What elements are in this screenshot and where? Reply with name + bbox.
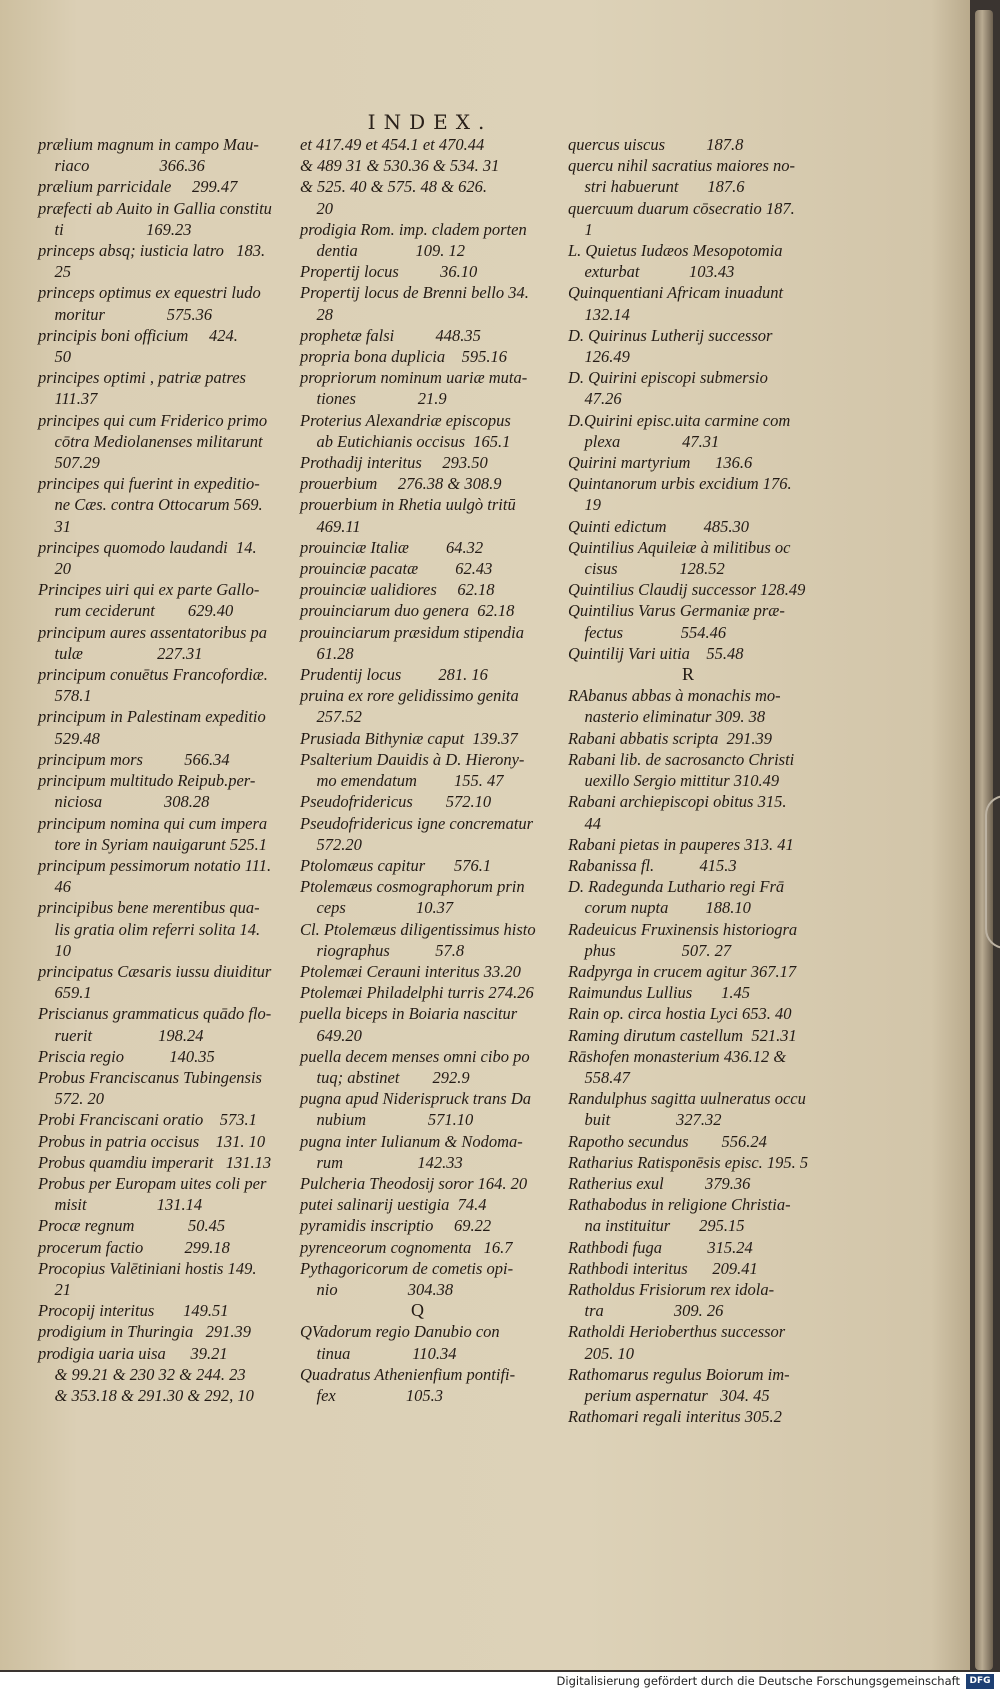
section-letter: Q <box>411 1300 424 1321</box>
index-entry: perium aspernatur 304. 45 <box>568 1385 770 1405</box>
index-entry: RAbanus abbas à monachis mo- <box>568 686 781 706</box>
index-entry: 20 <box>38 559 71 579</box>
index-entry: principum multitudo Reipub.per- <box>38 771 256 791</box>
index-entry: Ptolemæi Cerauni interitus 33.20 <box>300 961 521 981</box>
index-entry: 578.1 <box>38 686 92 706</box>
index-entry: 21 <box>38 1279 71 1299</box>
index-entry: Ratharius Ratisponēsis episc. 195. 5 <box>568 1152 809 1172</box>
index-entry: Probus in patria occisus 131. 10 <box>38 1131 266 1151</box>
index-entry: Cl. Ptolemæus diligentissimus histo <box>300 919 536 939</box>
index-entry: prælium parricidale 299.47 <box>38 177 238 197</box>
index-entry: procerum factio 299.18 <box>38 1237 230 1257</box>
index-entry: pugna inter Iulianum & Nodoma- <box>300 1131 523 1151</box>
index-entry: pyrenceorum cognomenta 16.7 <box>300 1237 513 1257</box>
index-entry: præfecti ab Auito in Gallia constitu <box>38 198 272 218</box>
index-entry: Quintilij Vari uitia 55.48 <box>568 643 744 663</box>
index-entry: 126.49 <box>568 347 630 367</box>
section-letter: R <box>681 664 694 685</box>
index-entry: Quintilius Claudij successor 128.49 <box>568 580 806 600</box>
index-entry: Procopius Valētiniani hostis 149. <box>38 1258 257 1278</box>
index-entry: ruerit 198.24 <box>38 1025 204 1045</box>
index-entry: Propertij locus 36.10 <box>300 262 478 282</box>
index-entry: exturbat 103.43 <box>568 262 735 282</box>
index-entry: 19 <box>568 495 601 515</box>
index-entry: tra 309. 26 <box>568 1301 724 1321</box>
index-entry: principum pessimorum notatio 111. <box>38 855 272 875</box>
index-entry: Probi Franciscani oratio 573.1 <box>38 1110 257 1130</box>
index-entry: Rathbodi fuga 315.24 <box>568 1237 753 1257</box>
index-entry: Priscia regio 140.35 <box>38 1046 215 1066</box>
index-entry: 649.20 <box>300 1025 362 1045</box>
index-entry: Quirini martyrium 136.6 <box>568 453 753 473</box>
index-entry: Ratherius exul 379.36 <box>568 1173 751 1193</box>
index-entry: propriorum nominum uariæ muta- <box>300 368 528 388</box>
index-entry: tinua 110.34 <box>300 1343 457 1363</box>
index-entry: principum in Palestinam expeditio <box>38 707 266 727</box>
index-entry: 558.47 <box>568 1067 630 1087</box>
index-column-3 <box>568 134 808 1427</box>
index-entry: 31 <box>38 516 71 536</box>
index-entry: Pythagoricorum de cometis opi- <box>300 1258 514 1278</box>
index-column-2 <box>300 134 535 1406</box>
index-entry: Quinquentiani Africam inuadunt <box>568 283 784 303</box>
page-clip <box>985 795 1000 949</box>
index-entry: tiones 21.9 <box>300 389 447 409</box>
index-entry: 28 <box>300 304 333 324</box>
index-entry: Procæ regnum 50.45 <box>38 1216 226 1236</box>
running-title: INDEX. <box>367 110 493 134</box>
index-entry: 659.1 <box>38 983 92 1003</box>
index-entry: princeps absq; iusticia latro 183. <box>38 241 266 261</box>
index-entry: stri habuerunt 187.6 <box>568 177 745 197</box>
index-entry: Quadratus Athenienfium pontifi- <box>300 1364 516 1384</box>
index-entry: putei salinarij uestigia 74.4 <box>300 1195 487 1215</box>
index-entry: fex 105.3 <box>300 1385 443 1405</box>
index-entry: Quinti edictum 485.30 <box>568 516 750 536</box>
index-entry: Rabani pietas in pauperes 313. 41 <box>568 834 794 854</box>
index-entry: D. Quirini episcopi submersio <box>568 368 768 388</box>
index-entry: Prothadij interitus 293.50 <box>300 453 488 473</box>
index-entry: Psalterium Dauidis à D. Hierony- <box>300 749 525 769</box>
index-entry: et 417.49 et 454.1 et 470.44 <box>300 135 485 154</box>
index-entry: prouinciarum duo genera 62.18 <box>300 601 515 621</box>
index-entry: 47.26 <box>568 389 622 409</box>
index-entry: 61.28 <box>300 643 354 663</box>
index-entry: Rathomari regali interitus 305.2 <box>568 1407 782 1427</box>
index-entry: principum conuētus Francofordiæ. <box>38 665 268 685</box>
index-entry: ceps 10.37 <box>300 898 454 918</box>
index-entry: quercuum duarum cōsecratio 187. <box>568 198 795 218</box>
index-entry: Randulphus sagitta uulneratus occu <box>568 1089 806 1109</box>
index-entry: 469.11 <box>300 516 361 536</box>
index-entry: Radpyrga in crucem agitur 367.17 <box>568 961 797 981</box>
index-entry: L. Quietus Iudæos Mesopotomia <box>568 241 783 261</box>
index-entry: prouinciarum præsidum stipendia <box>300 622 524 642</box>
index-entry: 20 <box>300 198 333 218</box>
index-entry: lis gratia olim referri solita 14. <box>38 919 261 939</box>
index-entry: plexa 47.31 <box>568 431 720 451</box>
index-entry: Pseudofridericus 572.10 <box>300 792 492 812</box>
index-entry: ne Cæs. contra Ottocarum 569. <box>38 495 263 515</box>
index-entry: principibus bene merentibus qua- <box>38 898 260 918</box>
index-entry: & 99.21 & 230 32 & 244. 23 <box>38 1364 246 1384</box>
footer-bar <box>0 1672 1000 1692</box>
index-entry: 507.29 <box>38 453 100 473</box>
index-entry: misit 131.14 <box>38 1195 203 1215</box>
index-entry: Ptolomæus capitur 576.1 <box>300 855 492 875</box>
index-entry: Radeuicus Fruxinensis historiogra <box>568 919 798 939</box>
index-entry: D. Quirinus Lutherij successor <box>568 325 773 345</box>
index-entry: Ptolemæus cosmographorum prin <box>300 877 525 897</box>
index-entry: mo emendatum 155. 47 <box>300 771 504 791</box>
index-entry: riographus 57.8 <box>300 940 465 960</box>
index-entry: 44 <box>568 813 601 833</box>
index-entry: Pulcheria Theodosij soror 164. 20 <box>300 1173 528 1193</box>
index-entry: principatus Cæsaris iussu diuiditur <box>38 961 272 981</box>
index-entry: principes qui cum Friderico primo <box>38 410 268 430</box>
index-entry: dentia 109. 12 <box>300 241 465 261</box>
index-entry: cōtra Mediolanenses militarunt <box>38 431 263 451</box>
index-entry: ti 169.23 <box>38 219 192 239</box>
index-entry: Ptolemæi Philadelphi turris 274.26 <box>300 983 534 1003</box>
index-entry: moritur 575.36 <box>38 304 213 324</box>
index-entry: Probus per Europam uites coli per <box>38 1173 267 1193</box>
index-entry: Rabani abbatis scripta 291.39 <box>568 728 772 748</box>
index-entry: Rathbodi interitus 209.41 <box>568 1258 758 1278</box>
index-entry: & 353.18 & 291.30 & 292, 10 <box>38 1385 254 1405</box>
index-entry: nio 304.38 <box>300 1279 454 1299</box>
index-entry: corum nupta 188.10 <box>568 898 751 918</box>
index-entry: 572.20 <box>300 834 362 854</box>
index-entry: rum 142.33 <box>300 1152 463 1172</box>
index-entry: prouinciæ pacatæ 62.43 <box>300 559 493 579</box>
index-entry: Rathomarus regulus Boiorum im- <box>568 1364 790 1384</box>
index-entry: Ratholdus Frisiorum rex idola- <box>568 1279 775 1299</box>
index-entry: Rain op. circa hostia Lyci 653. 40 <box>568 1004 792 1024</box>
index-entry: Quintilius Aquileiæ à militibus oc <box>568 537 791 557</box>
index-entry: puella decem menses omni cibo po <box>300 1046 530 1066</box>
index-entry: 50 <box>38 347 71 367</box>
index-entry: tore in Syriam nauigarunt 525.1 <box>38 834 268 854</box>
index-entry: D.Quirini episc.uita carmine com <box>568 410 791 430</box>
index-entry: 25 <box>38 262 71 282</box>
index-entry: principum mors 566.34 <box>38 749 230 769</box>
index-entry: prouerbium 276.38 & 308.9 <box>300 474 502 494</box>
index-entry: Priscianus grammaticus quādo flo- <box>38 1004 272 1024</box>
index-entry: Rabani lib. de sacrosancto Christi <box>568 749 795 769</box>
index-entry: quercus uiscus 187.8 <box>568 135 744 154</box>
index-entry: tulæ 227.31 <box>38 643 203 663</box>
index-entry: prouinciæ ualidiores 62.18 <box>300 580 495 600</box>
index-entry: Pseudofridericus igne concrematur <box>300 813 534 833</box>
index-entry: Probus Franciscanus Tubingensis <box>38 1067 262 1087</box>
index-entry: & 525. 40 & 575. 48 & 626. <box>300 177 488 197</box>
index-entry: quercu nihil sacratius maiores no- <box>568 156 796 176</box>
index-entry: & 489 31 & 530.36 & 534. 31 <box>300 156 500 176</box>
index-entry: 205. 10 <box>568 1343 634 1363</box>
index-entry: Rabanissa fl. 415.3 <box>568 855 737 875</box>
index-entry: puella biceps in Boiaria nascitur <box>300 1004 518 1024</box>
index-column-1 <box>38 134 270 1406</box>
index-entry: prodigia uaria uisa 39.21 <box>38 1343 228 1363</box>
index-entry: Probus quamdiu imperarit 131.13 <box>38 1152 272 1172</box>
footer-credit: Digitalisierung gefördert durch die Deutsche Forschungsgemeinschaft <box>556 1674 960 1688</box>
index-entry: Prudentij locus 281. 16 <box>300 665 488 685</box>
index-entry: Rāshofen monasterium 436.12 & <box>568 1046 787 1066</box>
index-entry: Proterius Alexandriæ episcopus <box>300 410 511 430</box>
index-entry: Principes uiri qui ex parte Gallo- <box>38 580 260 600</box>
index-entry: 572. 20 <box>38 1089 104 1109</box>
index-entry: na instituitur 295.15 <box>568 1216 745 1236</box>
index-entry: phus 507. 27 <box>568 940 732 960</box>
index-entry: Rathabodus in religione Christia- <box>568 1195 791 1215</box>
index-entry: Quintanorum urbis excidium 176. <box>568 474 792 494</box>
index-entry: propria bona duplicia 595.16 <box>300 347 508 367</box>
index-entry: Raimundus Lullius 1.45 <box>568 983 750 1003</box>
dfg-logo: DFG <box>966 1674 994 1689</box>
index-entry: 257.52 <box>300 707 362 727</box>
index-entry: Quintilius Varus Germaniæ præ- <box>568 601 785 621</box>
index-entry: Procopij interitus 149.51 <box>38 1301 229 1321</box>
index-entry: ab Eutichianis occisus 165.1 <box>300 431 511 451</box>
index-entry: pugna apud Niderispruck trans Da <box>300 1089 531 1109</box>
index-entry: prouerbium in Rhetia uulgò tritū <box>300 495 516 515</box>
index-entry: principis boni officium 424. <box>38 325 238 345</box>
index-entry: Ratholdi Herioberthus successor <box>568 1322 786 1342</box>
index-entry: principes qui fuerint in expeditio- <box>38 474 260 494</box>
index-entry: cisus 128.52 <box>568 559 725 579</box>
index-entry: Raming dirutum castellum 521.31 <box>568 1025 797 1045</box>
index-entry: tuq; abstinet 292.9 <box>300 1067 470 1087</box>
index-entry: principum aures assentatoribus pa <box>38 622 268 642</box>
index-entry: 46 <box>38 877 71 897</box>
index-entry: principes optimi , patriæ patres <box>38 368 246 388</box>
index-entry: prælium magnum in campo Mau- <box>38 135 259 154</box>
index-entry: 111.37 <box>38 389 98 409</box>
index-entry: nubium 571.10 <box>300 1110 474 1130</box>
index-entry: rum ceciderunt 629.40 <box>38 601 234 621</box>
index-entry: fectus 554.46 <box>568 622 727 642</box>
index-entry: 529.48 <box>38 728 100 748</box>
index-entry: D. Radegunda Luthario regi Frā <box>568 877 785 897</box>
index-entry: principum nomina qui cum impera <box>38 813 268 833</box>
index-entry: Rapotho secundus 556.24 <box>568 1131 767 1151</box>
index-entry: prophetæ falsi 448.35 <box>300 325 481 345</box>
index-entry: Prusiada Bithyniæ caput 139.37 <box>300 728 518 748</box>
index-entry: riaco 366.36 <box>38 156 205 176</box>
index-entry: princeps optimus ex equestri ludo <box>38 283 261 303</box>
index-entry: 1 <box>568 219 593 239</box>
index-entry: prodigium in Thuringia 291.39 <box>38 1322 251 1342</box>
index-entry: Rabani archiepiscopi obitus 315. <box>568 792 787 812</box>
index-entry: 132.14 <box>568 304 630 324</box>
index-entry: buit 327.32 <box>568 1110 722 1130</box>
index-entry: pyramidis inscriptio 69.22 <box>300 1216 492 1236</box>
index-entry: principes quomodo laudandi 14. <box>38 537 257 557</box>
index-entry: QVadorum regio Danubio con <box>300 1322 500 1342</box>
index-entry: 10 <box>38 940 71 960</box>
index-entry: pruina ex rore gelidissimo genita <box>300 686 519 706</box>
index-entry: uexillo Sergio mittitur 310.49 <box>568 771 780 791</box>
index-entry: nasterio eliminatur 309. 38 <box>568 707 766 727</box>
index-entry: niciosa 308.28 <box>38 792 210 812</box>
index-entry: prodigia Rom. imp. cladem porten <box>300 219 527 239</box>
index-entry: Propertij locus de Brenni bello 34. <box>300 283 529 303</box>
index-entry: prouinciæ Italiæ 64.32 <box>300 537 484 557</box>
